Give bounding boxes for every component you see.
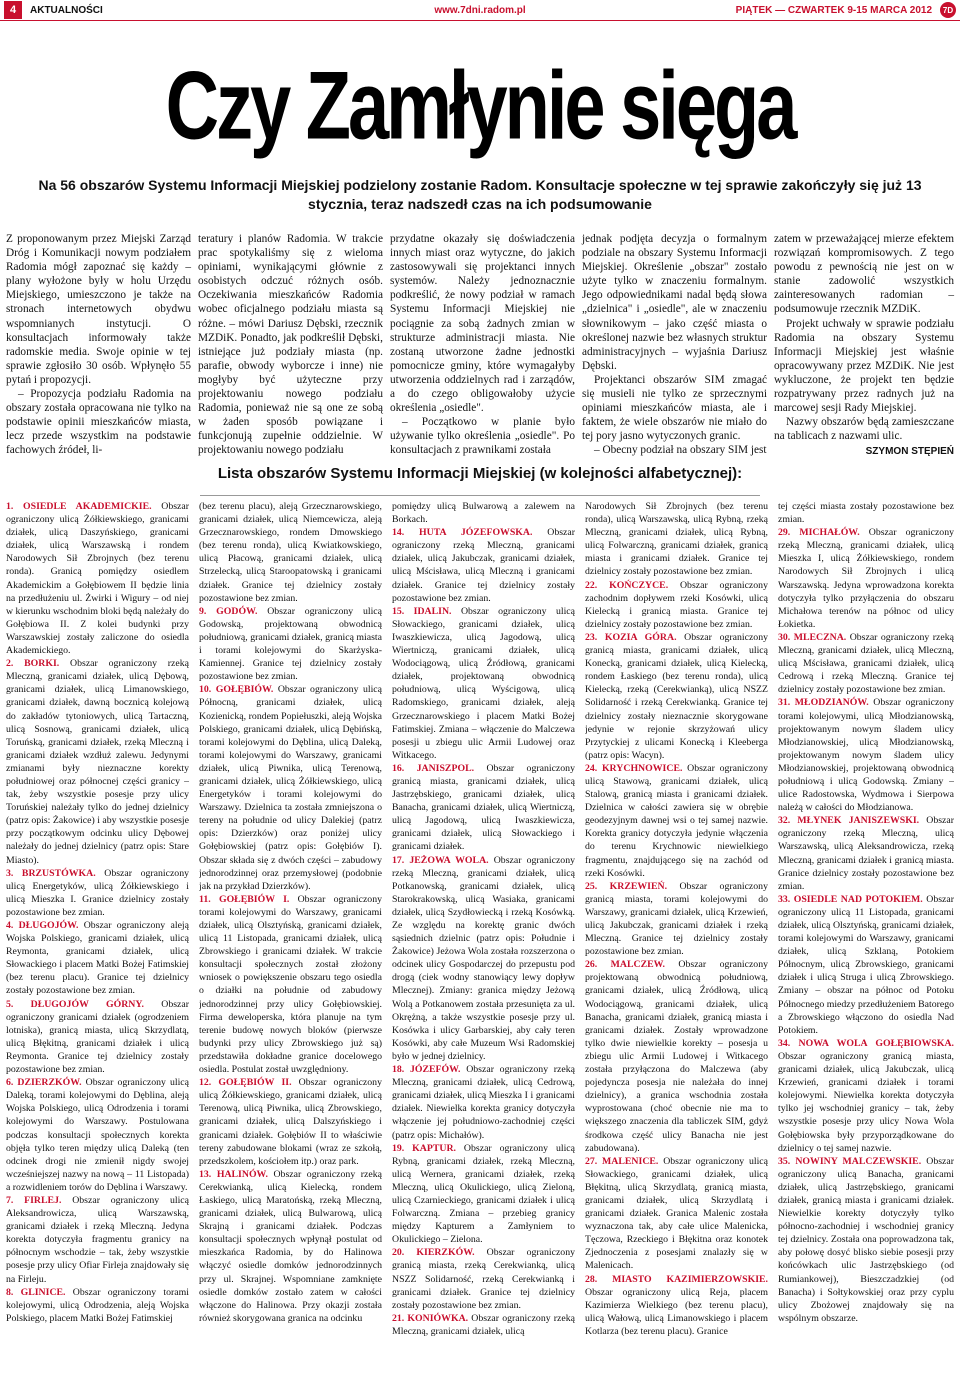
district-description: Obszar ograniczony ulicą 11 Listopada, granicami działek, ulicą Olsztyńską, granicami działek, torami kolejowymi do Warszawy, granicami działek, ulicą Szklaną, Potokiem Północnym, ulicą Zbrowskiego, granicami działek i ulicą Struga i ulicą Zbrowskiego. Zmiany – obszar na północ od Potoku Północnego miedzy przedłużeniem Batorego a Zbrowskiego włączono do osiedla Nad Potokiem. xyxy=(778,893,954,1036)
district-name: 27. MALENICE. xyxy=(585,1155,659,1167)
list-item xyxy=(392,526,575,605)
publication-logo: 7D xyxy=(940,2,956,18)
list-item xyxy=(392,1246,575,1311)
intro-column-4 xyxy=(582,232,767,458)
list-item xyxy=(585,500,768,579)
district-name: 30. MLECZNA. xyxy=(778,631,847,643)
district-name: 12. GOŁĘBIÓW II. xyxy=(199,1077,292,1089)
list-item xyxy=(778,814,954,893)
district-list xyxy=(0,500,960,1380)
list-item xyxy=(392,605,575,762)
district-name: 13. HALINÓW. xyxy=(199,1168,268,1180)
intro-column-5 xyxy=(774,232,954,460)
list-item xyxy=(392,500,575,526)
author-byline: SZYMON STĘPIEŃ xyxy=(865,446,954,458)
district-description: Obszar ograniczony rzeką Mleczną, granicami działek, ulicą Cedrową, granicami działek, ulicą Mieszka I i granicami działek. Niewielka korekta granicy dotyczyła włączenie jej południowo-zachodniej części (patrz opis: Michałów). xyxy=(392,1064,575,1141)
district-description: Obszar ograniczony rzeką Mleczną, ulicą Warszawską, ulicą Aleksandrowicza, rzeką Mleczną, granicami działek i granicą miasta. Granice dzielnicy zostały pozostawione bez zmian. xyxy=(778,815,954,892)
list-column-2 xyxy=(199,500,382,1380)
district-description: Obszar ograniczony projektowaną obwodnicą południową, granicami działek, ulicą Źródłową, ulicą Wodociągową, granicami działek, ulicą Banacha, granicami działek, granicą miasta i granicami działek. Zostały wprowadzone tylko dwie niewielkie korekty – posesja u zbiegu ulic Armii Ludowej i Witkacego została przyłączona do Malczewa (aby pojedyncza posesja nie należała do innej dzielnicy), a granica wschodnia została wyprostowana (choć obecnie nie ma to większego znaczenia dla tabliczek SIM, gdyż środkowa część ulicy Banacha nie jest zabudowana). xyxy=(585,959,768,1154)
list-item xyxy=(778,526,954,631)
district-name: 6. DZIERZKÓW. xyxy=(6,1077,82,1089)
list-column-5 xyxy=(778,500,954,1380)
intro-column-3 xyxy=(390,232,575,458)
district-name: 24. KRYCHNOWICE. xyxy=(585,762,683,774)
district-name: 23. KOZIA GÓRA. xyxy=(585,631,677,643)
district-description: Obszar ograniczony rzeką Mleczną, granicami działek, ulicą Potkanowską, granicami działek, ulicą Starokrakowską, ulicą Wasiaka, granicami działek, ulicą Szydłowiecką i rzeką Kosówką. Ze względu na korektę granic dwóch sąsiednich dzielnic (patrz opis: Południe i Żakowice) Jeżowa Wola została rozszerzona o odcinek ulicy Gospodarczej do przepustu pod drogą (ciek wodny stanowiący lewy dopływ Mlecznej). Zmiany: granica między Jeżową Wolą a Potkanowem została przesunięta za ul. Okrężną, a także wszystkie posesje przy ul. Kosówka i ulicy Garbarskiej, aby cały teren Kosówki, aby całe Muzeum Wsi Radomskiej było w jednej dzielnicy. xyxy=(392,854,575,1062)
headline: Czy Zamłynie sięga xyxy=(165,51,795,160)
site-url[interactable]: www.7dni.radom.pl xyxy=(434,4,526,16)
district-description: Obszar ograniczony rzeką Mleczną, granicami działek, ulicą Dębową, granicami działek, ulicą Limanowskiego, granicami działek, dawną bocznicą kolejową do zakładów tytoniowych, ulicą Tartaczną, ulicą Sosnową, granicami działek, ulicą Toruńską, granicami działek, rzeką Mleczną i granicami działek wzdłuż zalewu. Jedynymi zmianami były nieznaczne korekty południowej oraz północnej części granicy – tak, żeby wszystkie posesje przy ulicy Toruńskiej należały tylko do jednej dzielnicy (patrz opis: Żakowice) i aby wszystkie posesje przy początkowym odcinku ulicy Dębowej należały do jednej dzielnicy (patrz opis: Stare Miasto). xyxy=(6,658,189,866)
intro-paragraph: teratury i planów Radomia. W trakcie prac spotykaliśmy się z wieloma opiniami, wynikającymi głównie z osobistych odczuć różnych osób. Oczekiwania mieszkańców Radomia wobec oficjalnego podziału miasta są różne. – mówi Dariusz Dębski, rzecznik MZDiK. Ponadto, jak podkreślił Dębski, istniejące już podziały miasta (np. parafie, obwody wyborcze i inne) nie mogłyby być użyteczne przy projektowaniu nowego podziału Radomia, ponieważ nie są one ze sobą w żaden sposób powiązane i funkcjonują zupełnie oddzielnie. W projektowaniu nowego podziału xyxy=(198,233,383,457)
intro-paragraph: – Początkowo w planie było używanie tylko określenia „osiedle". Po konsultacjach z prawnikami została xyxy=(390,416,575,457)
district-description: Obszar ograniczony torami kolejowymi do Warszawy, granicami działek, ulicą Olsztyńską, granicami działek, ulicą 11 Listopada, granicami działek, ulicą Zbrowskiego i granicami działek. W trakcie konsultacji społecznych został złożony wniosek o powiększenie obszaru tego osiedla o działki na południe od zabudowy jednorodzinnej przy ulicy Gołębiowskiej. Firma deweloperska, która planuje na tym terenie budowę nowych bloków (pierwsze budynki przy ulicy Zbrowskiego już są) przedstawiła dokładne granice docelowego osiedla. Postulat został uwzględniony. xyxy=(199,893,382,1076)
district-description: Obszar ograniczony ulicą Banacha, granicami działek, ulicą Jastrzębskiego, granicami działek, granicą miasta i granicami działek. Niewielkie korekty dotyczyły tylko północno-zachodniej i wschodniej granicy tej dzielnicy. Została ona poprowadzona tak, aby połowę dosyć blisko siebie posesji przy końcówkach ulic Jastrzębskiego (od Rumiankowej), Bieszczadzkiej (od Banacha) i Sołtykowskiej oraz przy cyplu ulicy Zbożowej znajdowały się na wspólnym obszarze. xyxy=(778,1155,954,1324)
intro-paragraph: Projektanci obszarów SIM zmagać się musieli nie tylko ze sprzecznymi opiniami mieszkańców miasta, ale i faktem, że wiele obszarów nie miało do tej pory jasno wytyczonych granic. xyxy=(582,373,767,443)
lead-paragraph: Na 56 obszarów Systemu Informacji Miejskiej podzielony zostanie Radom. Konsultacje społeczne w tej sprawie zakończyły się już 13 stycznia, teraz nadszedł czas na ich podsumowanie xyxy=(38,177,922,212)
list-item xyxy=(6,1286,189,1325)
district-description: Obszar ograniczony torami kolejowymi, ulicą Młodzianowską, projektowanym nowym śladem ulicy Młodzianowskiej, ulicą Młodzianowską, projektowanym nowym śladem ulicy Młodzianowskiej, projektowaną obwodnicą południową i ulicą Godowską. Zmiany – ulice Radostowska, Wydmowa i Sierpowa należą w całości do Młodzianowa. xyxy=(778,697,954,814)
district-name: 10. GOŁĘBIÓW. xyxy=(199,684,274,696)
list-item xyxy=(392,1063,575,1142)
district-description: Obszar ograniczony granicą miasta, granicami działek, ulicą Jastrzębskiego, granicami działek, ulicą Banacha, granicami działek, ulicą Wiertniczą, ulicą Jagodową, ulicą Iwaszkiewicza, granicami działek, ulicą Słowackiego i granicami działek. xyxy=(392,762,575,853)
district-name: 11. GOŁĘBIÓW I. xyxy=(199,893,290,905)
district-description: Obszar ograniczony ulicą Stawową, granicami działek, ulicą Stalową, granicą miasta i granicami działek. Dzielnica w całości zawiera się w obrębie geodezyjnym dawnej wsi o tej samej nazwie. Korekta granicy dotyczyła jedynie włączenia do terenu Krychnowic niewielkiego fragmentu, znajdującego się na zachód od rzeki Kosówki. xyxy=(585,762,768,879)
district-description: Obszar ograniczony ulicą Reja, placem Kazimierza Wielkiego (bez terenu placu), ulicą Wałową, ulicą Limanowskiego i placem Kotlarza (bez terenu placu). Granice xyxy=(585,1286,768,1337)
district-description: pomiędzy ulicą Bulwarową a zalewem na Borkach. xyxy=(392,501,575,526)
intro-column-1 xyxy=(6,232,191,458)
list-item xyxy=(585,1155,768,1273)
list-item xyxy=(392,762,575,854)
list-item xyxy=(585,579,768,631)
intro-paragraph: – Propozycja podziału Radomia na obszary została opracowana nie tylko na podstawie opinii mieszkańców miasta, lecz przede wszystkim na podstawie fachowych źródeł, li- xyxy=(6,388,191,457)
district-description: Narodowych Sił Zbrojnych (bez terenu ronda), ulicą Warszawską, ulicą Rybną, rzeką Mleczną, granicami działek, ulicą Rybną, ulicą Folwarczną, granicami działek, granicą miasta i granicami działek. Granice tej dzielnicy zostały pozostawione bez zmian. xyxy=(585,501,768,578)
district-name: 31. MŁODZIANÓW. xyxy=(778,697,869,709)
list-item xyxy=(585,1273,768,1338)
intro-paragraph: Nazwy obszarów będą zamieszczane na tablicach z nazwami ulic. xyxy=(774,416,954,443)
list-item xyxy=(778,1037,954,1155)
list-item xyxy=(6,867,189,919)
district-name: 33. OSIEDLE NAD POTOKIEM. xyxy=(778,893,923,905)
district-description: Obszar ograniczony rzeką Mleczną, granicami działek, ulicą Mieszka I, ulicą Żółkiewskiego, rondem Narodowych Sił Zbrojnych i ulicą Warszawską. Jedyna wprowadzona korekta dotyczyła tylko przyłączenia do obszaru Michałowa terenów na północ od ulicy Łokietka. xyxy=(778,527,954,630)
list-item xyxy=(199,1076,382,1168)
list-item xyxy=(199,1168,382,1325)
district-description: Obszar ograniczony rzeką Mleczną, granicami działek, ulicą Jakubczak, granicami działek, ulicą Mścisława, ulicą Mleczną i granicami działek. Granice tej dzielnicy zostały pozostawione bez zmian. xyxy=(392,527,575,604)
list-column-1 xyxy=(6,500,189,1380)
list-item xyxy=(199,683,382,893)
intro-paragraph: jednak podjęta decyzja o formalnym podziale na obszary Systemu Informacji Miejskiej. Określenie „obszar" zostało użyte tylko w znaczeniu formalnym. Jego odpowiednikami nadal będą słowa „dzielnica" i „osiedle", ale w znaczeniu słownikowym – jako część miasta o określonej nazwie bez własnych struktur administracyjnych – wyjaśnia Dariusz Dębski. xyxy=(582,233,767,372)
district-name: 18. JÓZEFÓW. xyxy=(392,1064,461,1076)
district-description: Obszar ograniczony ulicą Słowackiego, granicami działek, ulicą Iwaszkiewicza, ulicą Jagodową, ulicą Wiertniczą, granicami działek, ulicą Wodociągową, ulicą Źródłową, granicami działek, projektowaną obwodnicą południową, ulicą Wyścigową, ulicą Radomskiego, granicami działek, aleją Grzecznarowskiego i placem Matki Bożej Fatimskiej. Zmiana – włączenie do Malczewa posesji u zbiegu ulic Armii Ludowej oraz Witkacego. xyxy=(392,605,575,761)
list-item xyxy=(6,657,189,867)
district-name: 26. MALCZEW. xyxy=(585,959,666,971)
district-description: Obszar ograniczony ulicą Aleksandrowicza, ulicą Warszawską, granicami działek i rzeką Mleczną. Jedyna korekta dotyczyła fragmentu granicy na północnym wschodzie – tak, żeby wszystkie posesje przy ulicy Ofiar Firleja znajdowały się na Firleju. xyxy=(6,1194,189,1285)
district-description: Obszar ograniczony granicą miasta, torami kolejowymi do Warszawy, granicami działek, ulicą Krzewień, ulicą Jakubczak, granicami działek i rzeką Mleczną. Granice tej dzielnicy zostały pozostawione bez zmian. xyxy=(585,880,768,958)
district-description: Obszar ograniczony ulicą Rybną, granicami działek, rzeką Mleczną, ulicą Wernera, granicami działek, rzeką Mleczną, ulicą Okulickiego, ulicą Zieloną, ulicą Czarnieckiego, granicami działek i ulicą Folwarczną. Zmiana – przebieg granicy między Kapturem a Zamłyniem to Okulickiego – Zielona. xyxy=(392,1142,575,1246)
list-item xyxy=(778,631,954,696)
district-description: Obszar ograniczony ulicą Słowackiego, granicami działek, ulicą Błękitną, ulicą Skrzydlatą, granicą miasta, granicami działek, ulicą Skrzydlatą i granicami działek. Granica Malenic została wyznaczona tak, aby całe ulice Malenicka, Tęczowa, Rzeckiego i Błękitna oraz konotek Zjednoczenia z posesjami znalazły się w Malenicach. xyxy=(585,1155,768,1272)
district-description: Obszar ograniczony ulicą Godowską, projektowaną obwodnicą południową, granicami działek, granicą miasta i torami kolejowymi do Skarżyska-Kamiennej. Granice tej dzielnicy zostały pozostawione bez zmian. xyxy=(199,605,382,683)
district-name: 8. GLINICE. xyxy=(6,1286,66,1298)
district-name: 20. KIERZKÓW. xyxy=(392,1247,475,1259)
list-item xyxy=(199,893,382,1076)
district-name: 34. NOWA WOLA GOŁĘBIOWSKA. xyxy=(778,1037,954,1049)
district-name: 3. BRZUSTÓWKA. xyxy=(6,867,96,879)
section-name: AKTUALNOŚCI xyxy=(30,4,103,16)
district-description: Obszar ograniczony zachodnim dopływem rzeki Kosówki, ulicą Kielecką i granicą miasta. Granice tej dzielnicy zostały pozostawione bez zmian. xyxy=(585,579,768,630)
district-name: 25. KRZEWIEŃ. xyxy=(585,880,668,892)
list-title: Lista obszarów Systemu Informacji Miejskiej (w kolejności alfabetycznej): xyxy=(217,465,743,482)
district-description: Obszar ograniczony granicą miasta, granicami działek, ulicą Konecką, granicami działek, ulicą Kielecką, rondem Łaskiego (bez terenu ronda), ulicą Kielecką, rzeką (Cerekwianką), ulicą NSZZ Solidarność i rzeką Cerekwianką. Granice tej dzielnicy zostały nieznacznie skorygowane jedynie w rejonie skrzyżowań ulicy Przytyckiej z ulicami Konecką i Kleeberga (patrz opis: Wacyn). xyxy=(585,631,768,761)
list-column-4 xyxy=(585,500,768,1380)
list-item xyxy=(6,998,189,1077)
district-description: Obszar ograniczony granicą miasta, granicami działek, ulicą Jakubczak, ulicą Krzewień, granicami działek i torami kolejowymi. Niewielka korekta dotyczyła tylko jej wschodniej granicy – tak, żeby wszystkie posesje przy ulicy Nowa Wola Gołębiowska były przyporządkowane do dzielnicy o tej samej nazwie. xyxy=(778,1050,954,1154)
district-description: Obszar ograniczony rzeką Mleczną, granicami działek, ulicą Mleczną, ulicą Mścisława, granicami działek, ulicą Cedrową i rzeką Mleczną. Granice tej dzielnicy zostały pozostawione bez zmian. xyxy=(778,631,954,696)
list-column-3 xyxy=(392,500,575,1380)
intro-paragraph: Z proponowanym przez Miejski Zarząd Dróg i Komunikacji nowym podziałem Radomia mógł zapoznać się każdy – plany wyłożone były w holu Urzędu Miejskiego, umieszczono je także na stronach internetowych obydwu wspomnianych instytucji. O konsultacjach informowały także radomskie media. Swoje opinie w tej sprawie zgłosiło 30 osób. Wpłynęło 55 pytań i propozycji. xyxy=(6,233,191,386)
list-item xyxy=(392,1142,575,1247)
list-item xyxy=(585,631,768,762)
district-description: Obszar ograniczony aleją Wojska Polskiego, granicami działek, ulicą Reymonta, granicami działek, ulicą Słowackiego i placem Matki Bożej Fatimskiej (bez terenu placu). Granice tej dzielnicy zostały pozostawione bez zmian. xyxy=(6,920,189,997)
district-name: 4. DŁUGOJÓW. xyxy=(6,920,79,931)
intro-paragraph: przydatne okazały się doświadczenia innych miast oraz wytyczne, do jakich zastosowywali się projektanci innych systemów. Należy jednoznacznie podkreślić, że nowy podział w ramach Systemu Informacji Miejskiej nie pociągnie za sobą żadnych zmian w strukturze administracji miasta. Nie zostaną utworzone żadne jednostki pomocnicze gminy, które wymagałyby utworzenia oddzielnych rad i zarządów, a do czego obligowałoby użycie określenia „osiedle". xyxy=(390,233,575,415)
list-item xyxy=(6,1194,189,1286)
district-name: 22. KOŃCZYCE. xyxy=(585,579,669,591)
district-name: 15. IDALIN. xyxy=(392,605,452,617)
district-description: tej części miasta zostały pozostawione bez zmian. xyxy=(778,501,954,526)
list-item xyxy=(6,919,189,998)
district-name: 29. MICHAŁÓW. xyxy=(778,527,860,539)
list-item xyxy=(585,762,768,880)
district-name: 7. FIRLEJ. xyxy=(6,1194,62,1206)
page-number: 4 xyxy=(4,1,22,19)
district-description: Obszar ograniczony granicami działek (ogrodzeniem lotniska), granicą miasta, ulicą Skrzydlatą, ulicą Błękitną, granicami działek i ulicą Reymonta. Granice tej dzielnicy zostały pozostawione bez zmian. xyxy=(6,998,189,1076)
list-item xyxy=(6,1076,189,1194)
list-item xyxy=(778,1155,954,1325)
district-name: 19. KAPTUR. xyxy=(392,1142,456,1154)
intro-paragraph: – Obecny podział na obszary SIM jest xyxy=(594,444,767,457)
list-item xyxy=(778,696,954,814)
district-name: 35. NOWINY MALCZEWSKIE. xyxy=(778,1155,922,1167)
list-item xyxy=(392,1312,575,1338)
district-description: Obszar ograniczony ulicą Daleką, torami kolejowymi do Dęblina, aleją Wojska Polskiego, ulicą Odrodzenia i torami kolejowymi do Warszawy. Postulowana podczas konsultacji społecznych korekta objęła tylko teren między ulicą Daleką (ten odcinek drogi nie zmienił nigdy swojej wcześniejszej nazwy na nową – 11 Listopada) a rozwidleniem torów do Dęblina i Warszawy. xyxy=(6,1077,189,1193)
district-name: 2. BORKI. xyxy=(6,658,60,670)
list-box-border xyxy=(200,495,760,496)
list-item xyxy=(6,500,189,657)
list-item xyxy=(199,500,382,605)
district-name: 32. MŁYNEK JANISZEWSKI. xyxy=(778,815,920,827)
district-description: Obszar ograniczony rzeką Cerekwianką, ulicą Kielecką, rondem Łaskiego, ulicą Maratońską, rzeką Mleczną, granicami działek, ulicą Bulwarową, ulicą Skrajną i granicami działek. Podczas konsultacji społecznych wpłynął postulat od mieszkańca Radomia, by do Halinowa włączyć osiedle domków jednorodzinnych przy ul. Skrajnej. Wspomniane zamknięte osiedle domków zostało zatem w całości włączone do Halinowa. Przy okazji została również skorygowana granica na odcinku xyxy=(199,1168,382,1324)
district-description: Obszar ograniczony ulicą Północną, granicami działek, ulicą Kozienicką, rondem Popiełuszki, aleją Wojska Polskiego, granicami działek, ulicą Dębińską, torami kolejowymi do Dęblina, ulicą Daleką, torami kolejowymi do Warszawy, granicami działek, ulicą Piwnika, ulicą Terenową, granicami działek, ulicą Żółkiewskiego, ulicą Energetyków i torami kolejowymi do Warszawy. Dzielnica ta została zmniejszona o tereny na południe od ulicy Dalekiej (patrz opis: Dzierzków) oraz poniżej ulicy Gołębiowskiej (patrz opis: Gołębiów I). Obszar składa się z dwóch części – zabudowy jednorodzinnej oraz przemysłowej (podobnie jak na przykład Dzierzków). xyxy=(199,684,382,892)
district-description: (bez terenu placu), aleją Grzecznarowskiego, granicami działek, ulicą Niemcewicza, aleją Grzecznarowskiego, rondem Dmowskiego (bez terenu ronda), ulicą Kwiatkowskiego, ulicą Płacową, granicami działek, ulicą Strzelecką, ulicą Staroopatowską i granicami działek. Granice tej dzielnicy zostały pozostawione bez zmian. xyxy=(199,501,382,604)
district-description: Obszar ograniczony ulicą Żółkiewskiego, granicami działek, ulicą Terenową, ulicą Piwnika, ulicą Zbrowskiego, granicami działek, ulicą Dalszyńskiego i granicami działek. Gołębiów II to właściwie tereny zabudowane blokami (wraz ze szkołą, przedszkolem, kościołem itp.) oraz park. xyxy=(199,1077,382,1167)
district-description: Obszar ograniczony rzeką Mleczną, granicami działek, ulicą xyxy=(392,1312,575,1337)
district-description: Obszar ograniczony ulicą Energetyków, ulicą Żółkiewskiego i ulicą Mieszka I. Granice dzielnicy zostały pozostawione bez zmian. xyxy=(6,867,189,918)
list-item xyxy=(778,500,954,526)
article-intro xyxy=(0,232,960,458)
district-name: 1. OSIEDLE AKADEMICKIE. xyxy=(6,501,152,512)
district-name: 9. GODÓW. xyxy=(199,605,258,617)
page-header xyxy=(0,0,960,21)
list-item xyxy=(585,958,768,1154)
district-name: 21. KONIÓWKA. xyxy=(392,1312,469,1324)
list-item xyxy=(199,605,382,684)
district-description: Obszar ograniczony ulicą Żółkiewskiego, granicami działek, ulicą Daszyńskiego, granicami działek, ulicą Warszawską i rondem Narodowych Sił Zbrojnych (bez terenu ronda). Granicą pomiędzy osiedlem Akademickim a Gołębiowem II będzie linia na przedłużeniu ul. Żwirki i Wigury – od niej w kierunku wschodnim bloki będą należały do Gołębiowa II. Z kolei budynki przy Warszawskiej zostały zaliczone do osiedla Akademickiego. xyxy=(6,501,189,657)
intro-column-2 xyxy=(198,232,383,458)
district-name: 28. MIASTO KAZIMIERZOWSKIE. xyxy=(585,1273,768,1285)
district-name: 14. HUTA JÓZEFOWSKA. xyxy=(392,527,533,539)
list-item xyxy=(778,893,954,1037)
district-description: Obszar ograniczony granicą miasta, rzeką Cerekwianką, ulicą NSZZ Solidarność, rzeką Cerekwianką i granicami działek. Granice tej dzielnicy zostały pozostawione bez zmian. xyxy=(392,1247,575,1311)
intro-paragraph: Projekt uchwały w sprawie podziału Radomia na obszary Systemu Informacji Miejskiej jest właśnie opracowywany przez MZDiK. Nie jest wykluczone, że projekt ten będzie rozpatrywany przez radnych już na marcowej sesji Rady Miejskiej. xyxy=(774,317,954,415)
district-name: 5. DŁUGOJÓW GÓRNY. xyxy=(6,998,144,1010)
district-name: 16. JANISZPOL. xyxy=(392,762,475,774)
intro-paragraph: zatem w przeważającej mierze efektem rozwiązań kompromisowych. Z tego powodu z pewnością nie jest on w stanie zadowolić wszystkich zainteresowanych radomian – podsumowuje rzecznik MZDiK. xyxy=(774,233,954,316)
issue-date: PIĄTEK — CZWARTEK 9-15 MARCA 2012 xyxy=(735,4,932,16)
list-item xyxy=(585,880,768,959)
district-description: Obszar ograniczony torami kolejowymi, ulicą Odrodzenia, aleją Wojska Polskiego, placem Matki Bożej Fatimskiej xyxy=(6,1286,189,1324)
list-item xyxy=(392,854,575,1064)
district-name: 17. JEŻOWA WOLA. xyxy=(392,854,489,866)
